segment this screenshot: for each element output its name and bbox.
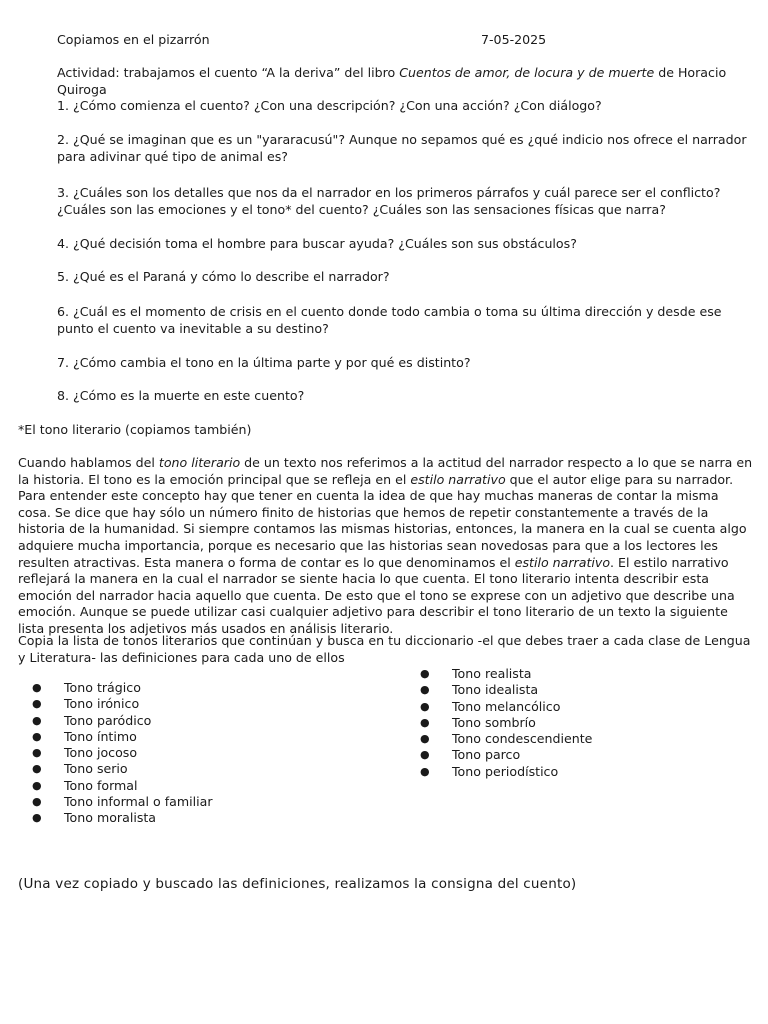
tones-list-left <box>32 680 213 827</box>
tone-label: Tono sombrío <box>452 714 536 730</box>
list-item <box>32 745 213 761</box>
bullet-icon: ● <box>32 778 42 792</box>
question-5: 5. ¿Qué es el Paraná y cómo lo describe el narrador? <box>57 269 390 284</box>
tone-label: Tono idealista <box>452 682 539 698</box>
question-2: 2. ¿Qué se imaginan que es un "yararacusú"? Aunque no sepamos qué es ¿qué indicio nos ofrece el narrador para adivinar qué tipo de animal es? <box>57 132 747 164</box>
bullet-icon: ● <box>32 811 42 825</box>
list-item <box>420 698 592 715</box>
list-item <box>32 794 213 810</box>
paragraph-italic: estilo narrativo <box>514 554 611 570</box>
list-item <box>420 731 593 747</box>
paragraph-italic: estilo narrativo <box>410 471 506 487</box>
list-item <box>420 682 592 698</box>
list-item <box>32 696 213 712</box>
list-item <box>420 747 592 763</box>
list-item <box>420 763 592 780</box>
bullet-icon: ● <box>420 699 430 713</box>
header <box>57 32 657 50</box>
list-item <box>32 728 213 745</box>
tone-label: Tono parco <box>452 747 521 763</box>
tone-label: Tono realista <box>452 666 532 681</box>
tone-label: Tono melancólico <box>452 698 561 714</box>
tone-label: Tono irónico <box>64 696 140 712</box>
instruction: Copia la lista de tonos literarios que continúan y busca en tu diccionario -el que debes traer a cada clase de Lengua y Literatura- las definiciones para cada uno de ellos <box>18 633 751 665</box>
closing-note: (Una vez copiado y buscado las definiciones, realizamos la consigna del cuento) <box>18 875 577 892</box>
bullet-icon: ● <box>32 746 42 760</box>
paragraph-text: . El estilo narrativo reflejará la manera en la cual el narrador se siente hacia lo que cuenta. El tono literario intenta describir esta emoción del narrador hacia aquello que cuenta. De esto que el tono se exprese con un adjetivo que describe una emoción. Aunque se puede utilizar casi cualquier adjetivo para describir el tono literario de un texto la siguiente lista presenta los adjetivos más usados en análisis literario. <box>18 554 735 636</box>
activity-book-title: Cuentos de amor, de locura y de muerte <box>399 65 655 80</box>
list-item <box>420 714 592 731</box>
bullet-icon: ● <box>420 764 430 778</box>
tone-label: Tono íntimo <box>64 728 137 744</box>
bullet-icon: ● <box>420 732 430 746</box>
tone-note: *El tono literario (copiamos también) <box>18 422 252 437</box>
header-date: 7-05-2025 <box>481 32 547 47</box>
tone-label: Tono formal <box>64 777 138 793</box>
paragraph-text: que el autor elige para su narrador. Para entender este concepto hay que tener en cuenta la idea de que hay muchas maneras de contar la misma cosa. Se dice que hay sólo un número finito de historias que hemos de repetir constantemente a través de la historia de la humanidad. Si siempre contamos las mismas historias, entonces, la manera en la cual se cuenta algo adquiere mucha importancia, porque es necesario que las historias sean novedosas para que a los lectores les resulten atractivas. Esta manera o forma de contar es lo que denominamos el <box>18 471 747 570</box>
list-item <box>32 712 213 729</box>
tone-label: Tono periodístico <box>452 763 559 779</box>
tone-label: Tono serio <box>64 761 128 777</box>
list-item <box>32 761 213 777</box>
tone-label: Tono informal o familiar <box>64 794 213 810</box>
list-item <box>420 666 592 682</box>
activity-line <box>57 65 752 98</box>
tone-label: Tono trágico <box>64 680 141 695</box>
tone-paragraph <box>18 455 753 638</box>
activity-prefix: Actividad: trabajamos el cuento “A la deriva” del libro <box>57 65 400 80</box>
list-item <box>32 810 213 826</box>
header-title: Copiamos en el pizarrón <box>57 32 210 47</box>
tone-label: Tono jocoso <box>64 745 138 761</box>
question-4: 4. ¿Qué decisión toma el hombre para buscar ayuda? ¿Cuáles son sus obstáculos? <box>57 236 577 251</box>
bullet-icon: ● <box>32 681 42 694</box>
bullet-icon: ● <box>32 729 42 743</box>
bullet-icon: ● <box>32 697 42 711</box>
tone-label: Tono moralista <box>64 810 157 826</box>
bullet-icon: ● <box>32 713 42 727</box>
bullet-icon: ● <box>420 748 430 762</box>
bullet-icon: ● <box>420 683 430 697</box>
list-item <box>32 777 213 794</box>
question-7: 7. ¿Cómo cambia el tono en la última parte y por qué es distinto? <box>57 355 471 370</box>
tones-list-right <box>420 666 593 780</box>
paragraph-italic: tono literario <box>158 455 241 470</box>
paragraph-text: de un texto nos referimos a la actitud del narrador respecto a lo que se narra en la historia. El tono es la emoción principal que se refleja en el <box>18 455 753 487</box>
paragraph-text: Cuando hablamos del <box>18 455 159 470</box>
tone-label: Tono condescendiente <box>452 731 593 747</box>
list-item <box>32 680 213 696</box>
question-1: 1. ¿Cómo comienza el cuento? ¿Con una descripción? ¿Con una acción? ¿Con diálogo? <box>57 98 602 113</box>
bullet-icon: ● <box>32 762 42 776</box>
tone-label: Tono paródico <box>64 712 152 728</box>
question-6: 6. ¿Cuál es el momento de crisis en el cuento donde todo cambia o toma su última dirección y desde ese punto el cuento va inevitable a su destino? <box>57 304 722 336</box>
bullet-icon: ● <box>32 795 42 809</box>
bullet-icon: ● <box>420 667 430 680</box>
activity-suffix: de Horacio Quiroga <box>57 65 727 97</box>
question-8: 8. ¿Cómo es la muerte en este cuento? <box>57 388 305 403</box>
bullet-icon: ● <box>420 715 430 729</box>
question-3: 3. ¿Cuáles son los detalles que nos da el narrador en los primeros párrafos y cuál parece ser el conflicto? ¿Cuáles son las emociones y el tono* del cuento? ¿Cuáles son las sensaciones físicas que narra? <box>57 185 721 217</box>
